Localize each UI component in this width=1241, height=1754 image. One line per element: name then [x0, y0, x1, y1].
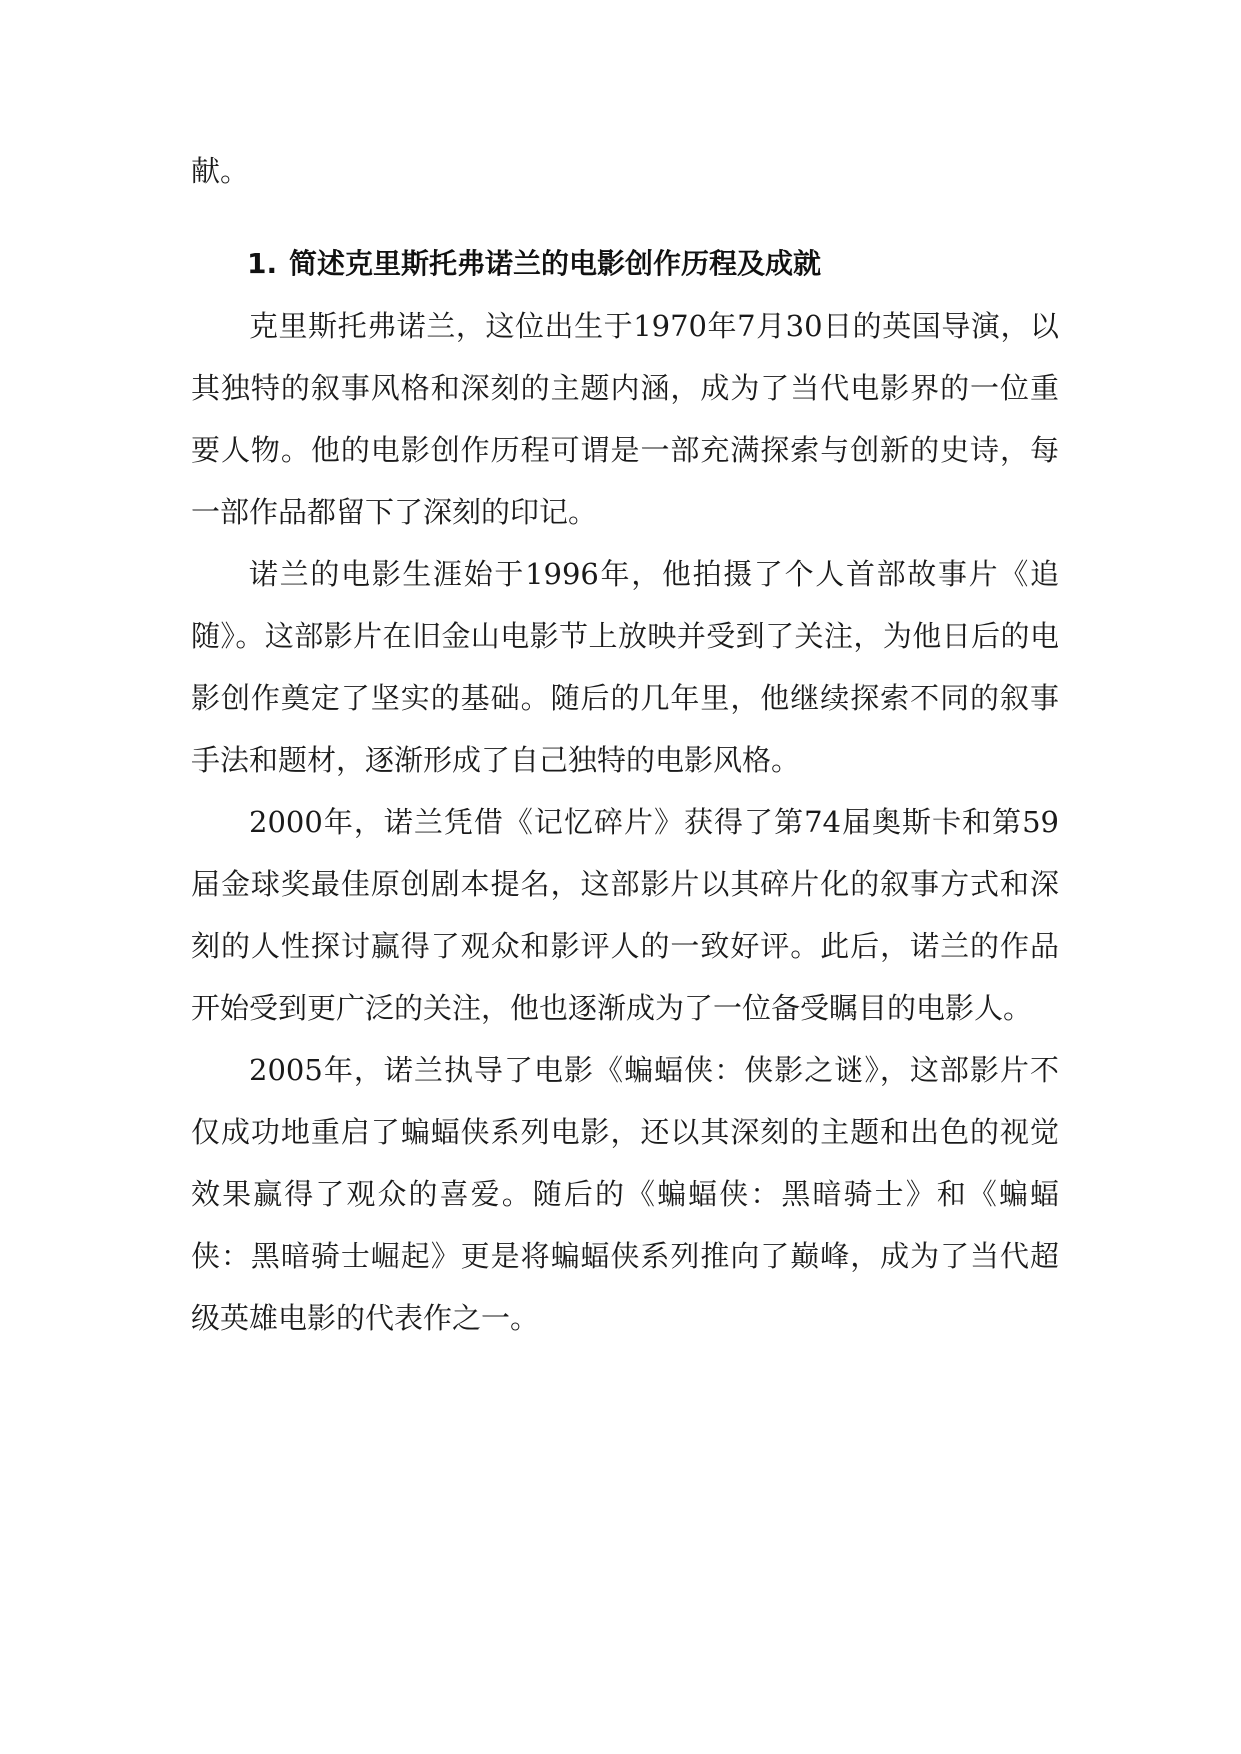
section-heading	[191, 233, 1059, 295]
body-paragraph-1: 克里斯托弗诺兰，这位出生于1970年7月30日的英国导演，以其独特的叙事风格和深刻的主题内涵，成为了当代电影界的一位重要人物。他的电影创作历程可谓是一部充满探索与创新的史诗，每一部作品都留下了深刻的印记。	[191, 309, 1059, 529]
body-paragraph-4: 2005年，诺兰执导了电影《蝙蝠侠：侠影之谜》，这部影片不仅成功地重启了蝙蝠侠系列电影，还以其深刻的主题和出色的视觉效果赢得了观众的喜爱。随后的《蝙蝠侠：黑暗骑士》和《蝙蝠侠：黑暗骑士崛起》更是将蝙蝠侠系列推向了巅峰，成为了当代超级英雄电影的代表作之一。	[191, 1053, 1059, 1335]
section-title: 简述克里斯托弗诺兰的电影创作历程及成就	[289, 247, 822, 280]
document-body	[191, 140, 1059, 1349]
section-number: 1.	[247, 247, 278, 280]
body-paragraph-3: 2000年，诺兰凭借《记忆碎片》获得了第74届奥斯卡和第59届金球奖最佳原创剧本提名，这部影片以其碎片化的叙事方式和深刻的人性探讨赢得了观众和影评人的一致好评。此后，诺兰的作品开始受到更广泛的关注，他也逐渐成为了一位备受瞩目的电影人。	[191, 805, 1059, 1025]
body-paragraph-2: 诺兰的电影生涯始于1996年，他拍摄了个人首部故事片《追随》。这部影片在旧金山电影节上放映并受到了关注，为他日后的电影创作奠定了坚实的基础。随后的几年里，他继续探索不同的叙事手法和题材，逐渐形成了自己独特的电影风格。	[191, 557, 1059, 777]
continuation-paragraph: 献。	[191, 154, 250, 188]
